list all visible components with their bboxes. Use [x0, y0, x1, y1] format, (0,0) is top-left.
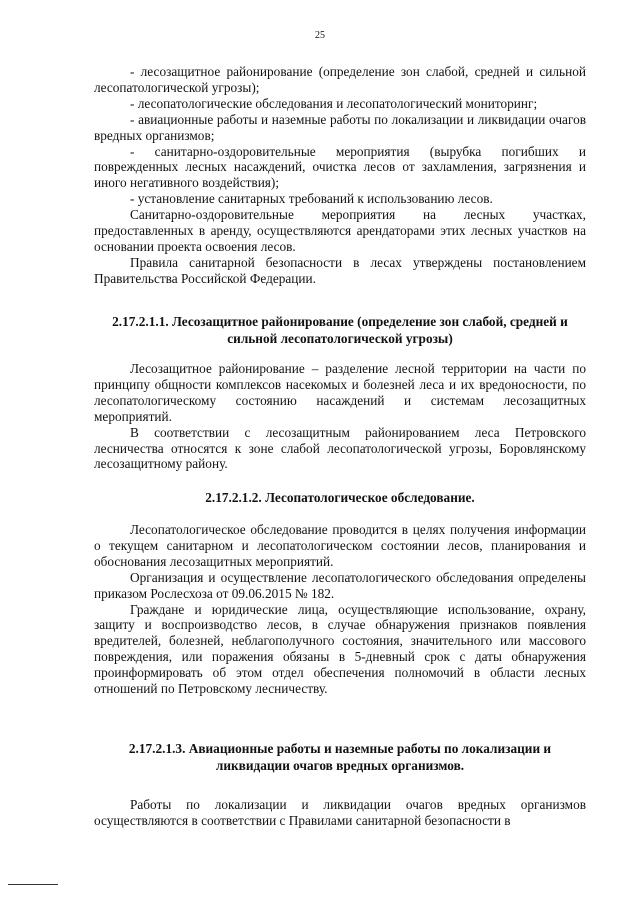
- list-item: - установление санитарных требований к использованию лесов.: [130, 191, 493, 207]
- footnote-divider: [8, 884, 58, 885]
- paragraph: Правила санитарной безопасности в лесах утверждены постановлением Правительства Российской Федерации.: [94, 254, 586, 286]
- list-item: - лесопатологические обследования и лесопатологический мониторинг;: [130, 95, 538, 111]
- paragraph: Лесопатологическое обследование проводится в целях получения информации о текущем санитарном и лесопатологическом состоянии лесов, планирования и обоснования лесозащитных мероприятий.: [94, 522, 586, 569]
- paragraph: Граждане и юридические лица, осуществляющие использование, охрану, защиту и воспроизводство лесов, в случае обнаружения признаков появления вредителей, болезней, неблагополучного состояния, значительного или массового повреждения, или поражения обязаны в 5-дневный срок с даты обнаружения проинформировать об этом отдел обеспечения полномочий в области лесных отношений по Петровскому лесничеству.: [94, 601, 586, 697]
- intro-list-block: [94, 64, 586, 287]
- paragraph: Организация и осуществление лесопатологического обследования определены приказом Рослесхоза от 09.06.2015 № 182.: [94, 569, 586, 601]
- section-2-body: [94, 522, 586, 697]
- section-heading-1: 2.17.2.1.1. Лесозащитное районирование (определение зон слабой, средней и сильной лесопатологической угрозы): [112, 314, 568, 346]
- paragraph: Лесозащитное районирование – разделение лесной территории на части по принципу общности комплексов насекомых и болезней леса и их вредоносности, по лесопатологическому состоянию насаждений и системам лесозащитных мероприятий.: [94, 361, 586, 424]
- section-3-body: [94, 797, 586, 829]
- paragraph: Санитарно-оздоровительные мероприятия на лесных участках, предоставленных в аренду, осуществляются арендаторами этих лесных участков на основании проекта освоения лесов.: [94, 207, 586, 254]
- section-heading-3: 2.17.2.1.3. Авиационные работы и наземные работы по локализации и ликвидации очагов вредных организмов.: [128, 741, 552, 773]
- paragraph: В соответствии с лесозащитным районированием леса Петровского лесничества относятся к зоне слабой лесопатологической угрозы, Боровлянскому лесозащитному району.: [94, 424, 586, 472]
- page-number: 25: [315, 30, 325, 41]
- paragraph: Работы по локализации и ликвидации очагов вредных организмов осуществляются в соответствии с Правилами санитарной безопасности в: [94, 797, 586, 828]
- list-item: - санитарно-оздоровительные мероприятия (вырубка погибших и поврежденных лесных насаждений, очистка лесов от захламления, загрязнения и иного негативного воздействия);: [94, 143, 586, 191]
- section-1-body: [94, 361, 586, 472]
- list-item: - лесозащитное районирование (определение зон слабой, средней и сильной лесопатологической угрозы);: [94, 64, 586, 95]
- section-heading-2: 2.17.2.1.2. Лесопатологическое обследование.: [205, 490, 475, 505]
- list-item: - авиационные работы и наземные работы по локализации и ликвидации очагов вредных организмов;: [94, 111, 586, 143]
